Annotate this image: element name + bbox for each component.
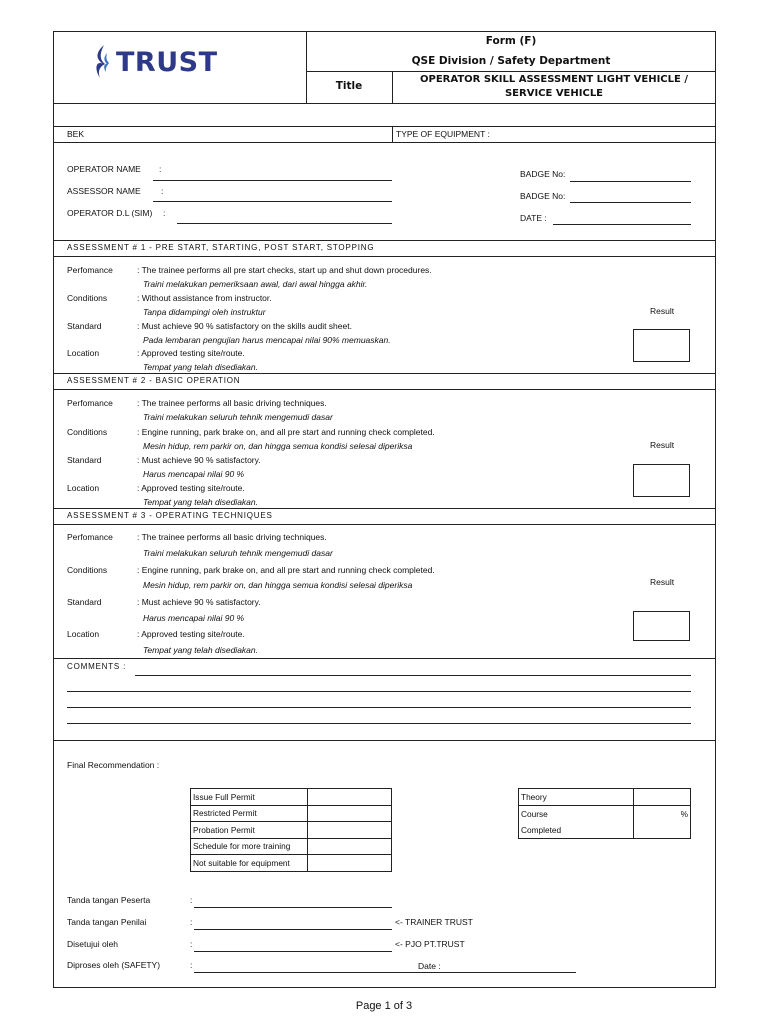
a1-performance-label: Perfomance [67,265,113,275]
a3-result-box[interactable] [633,611,690,641]
row-rule [53,126,716,127]
trainer-note: <- TRAINER TRUST [395,917,473,927]
a3-standard-translation: Harus mencapai nilai 90 % [143,613,245,623]
a2-location-text: : Approved testing site/route. [137,483,245,493]
operator-name-label: OPERATOR NAME [67,164,141,174]
a1-performance-text: : The trainee performs all pre start checks, start up and shut down procedures. [137,265,432,275]
sign-peserta-field[interactable] [194,907,392,908]
division-name: QSE Division / Safety Department [411,55,611,67]
course-percent[interactable]: % [634,805,691,838]
form-title [392,73,716,101]
title-label: Title [335,80,363,92]
comment-line[interactable] [135,675,691,676]
section-rule [53,658,716,659]
date-label: DATE : [520,213,547,223]
a2-conditions-label: Conditions [67,427,108,437]
operator-dl-colon: : [163,208,166,218]
option-check[interactable] [308,855,392,872]
a1-standard-label: Standard [67,321,102,331]
a3-conditions-translation: Mesin hidup, rem parkir on, dan hingga semua kondisi selesai diperiksa [143,580,413,590]
a2-result-label: Result [650,440,675,450]
row-rule [53,142,716,143]
a3-standard-label: Standard [67,597,102,607]
a2-location-label: Location [67,483,100,493]
option-label: Probation Permit [191,822,308,839]
sign-colon: : [190,895,193,905]
table-row [191,855,392,872]
a2-standard-label: Standard [67,455,102,465]
badge-no-label: BADGE No: [520,169,566,179]
comment-line[interactable] [67,691,691,692]
table-row [191,822,392,839]
operator-name-colon: : [159,164,162,174]
sign-penilai-label: Tanda tangan Penilai [67,917,147,927]
table-row [519,805,691,822]
theory-course-table [518,788,691,839]
comment-line[interactable] [67,707,691,708]
brand-name: TRUST [116,47,218,78]
form-title-line2: SERVICE VEHICLE [504,88,604,99]
row-divider [392,126,393,142]
a1-conditions-translation: Tanpa didampingi oleh instruktur [143,307,266,317]
option-check[interactable] [308,789,392,806]
equipment-type-label: TYPE OF EQUIPMENT : [396,129,490,139]
a3-conditions-label: Conditions [67,565,108,575]
a3-location-translation: Tempat yang telah disediakan. [143,645,258,655]
a2-standard-translation: Harus mencapai nilai 90 % [143,469,245,479]
operator-dl-field[interactable] [177,223,392,224]
operator-name-field[interactable] [153,180,392,181]
processed-by-label: Diproses oleh (SAFETY) [67,960,161,970]
approved-by-label: Disetujui oleh [67,939,119,949]
option-check[interactable] [308,822,392,839]
comment-line[interactable] [67,723,691,724]
badge-no-field[interactable] [570,181,691,182]
sign-penilai-field[interactable] [194,929,392,930]
section-rule [53,256,716,257]
assessment2-title: ASSESSMENT # 2 - BASIC OPERATION [67,376,241,385]
a1-standard-text: : Must achieve 90 % satisfactory on the skills audit sheet. [137,321,352,331]
company-logo [92,44,222,84]
table-row [191,789,392,806]
processed-date-label: Date : [418,961,441,971]
a3-location-label: Location [67,629,100,639]
completed-label: Completed [519,822,634,839]
processed-by-field[interactable] [194,972,576,973]
option-label: Schedule for more training [191,838,308,855]
a2-performance-translation: Traini melakukan seluruh tehnik mengemudi dasar [143,412,333,422]
option-label: Not suitable for equipment [191,855,308,872]
a1-standard-translation: Pada lembaran pengujian harus mencapai nilai 90% memuaskan. [143,335,391,345]
assessor-name-field[interactable] [153,201,392,202]
sign-colon: : [190,939,193,949]
badge-no-label: BADGE No: [520,191,566,201]
table-row [191,805,392,822]
option-check[interactable] [308,838,392,855]
a1-conditions-label: Conditions [67,293,108,303]
page-number: Page 1 of 3 [355,1000,413,1012]
section-rule [53,524,716,525]
section-rule [53,373,716,374]
section-rule [53,740,716,741]
a2-conditions-text: : Engine running, park brake on, and all pre start and running check completed. [137,427,435,437]
section-rule [53,508,716,509]
a1-conditions-text: : Without assistance from instructor. [137,293,272,303]
table-row [191,838,392,855]
a3-performance-translation: Traini melakukan seluruh tehnik mengemudi dasar [143,548,333,558]
recommendation-table [190,788,392,872]
sign-peserta-label: Tanda tangan Peserta [67,895,151,905]
operator-dl-label: OPERATOR D.L (SIM) [67,208,153,218]
badge-no-field[interactable] [570,202,691,203]
section-rule [53,389,716,390]
form-title-line1: OPERATOR SKILL ASSESSMENT LIGHT VEHICLE / [420,74,688,85]
assessment1-title: ASSESSMENT # 1 - PRE START, STARTING, POST START, STOPPING [67,243,375,252]
a1-location-translation: Tempat yang telah disediakan. [143,362,258,372]
a1-location-label: Location [67,348,100,358]
final-recommendation-label: Final Recommendation : [67,760,160,770]
theory-value[interactable] [634,789,691,806]
a2-result-box[interactable] [633,464,690,497]
a1-location-text: : Approved testing site/route. [137,348,245,358]
section-rule [53,240,716,241]
a1-result-label: Result [650,306,675,316]
a3-result-label: Result [650,577,675,587]
assessor-name-colon: : [161,186,164,196]
comments-label: COMMENTS : [67,662,127,671]
header-rule [306,71,716,72]
a3-location-text: : Approved testing site/route. [137,629,245,639]
a3-performance-label: Perfomance [67,532,113,542]
a2-location-translation: Tempat yang telah disediakan. [143,497,258,507]
theory-label: Theory [519,789,634,806]
a2-performance-text: : The trainee performs all basic driving techniques. [137,398,327,408]
header-bottom-rule [53,103,716,104]
a3-conditions-text: : Engine running, park brake on, and all pre start and running check completed. [137,565,435,575]
a3-standard-text: : Must achieve 90 % satisfactory. [137,597,261,607]
a2-standard-text: : Must achieve 90 % satisfactory. [137,455,261,465]
table-row [519,789,691,806]
a2-performance-label: Perfomance [67,398,113,408]
sign-colon: : [190,960,193,970]
bek-label: BEK [67,129,85,139]
a3-performance-text: : The trainee performs all basic driving techniques. [137,532,327,542]
a1-result-box[interactable] [633,329,690,362]
assessor-name-label: ASSESSOR NAME [67,186,141,196]
pjo-note: <- PJO PT.TRUST [395,939,465,949]
option-label: Restricted Permit [191,805,308,822]
option-label: Issue Full Permit [191,789,308,806]
date-field[interactable] [553,224,691,225]
option-check[interactable] [308,805,392,822]
flame-icon [92,44,114,80]
a2-conditions-translation: Mesin hidup, rem parkir on, dan hingga semua kondisi selesai diperiksa [143,441,413,451]
approved-by-field[interactable] [194,951,392,952]
a1-performance-translation: Traini melakukan pemeriksaan awal, dari awal hingga akhir. [143,279,368,289]
sign-colon: : [190,917,193,927]
course-label: Course [519,805,634,822]
assessment3-title: ASSESSMENT # 3 - OPERATING TECHNIQUES [67,511,273,520]
form-code: Form (F) [485,35,537,47]
